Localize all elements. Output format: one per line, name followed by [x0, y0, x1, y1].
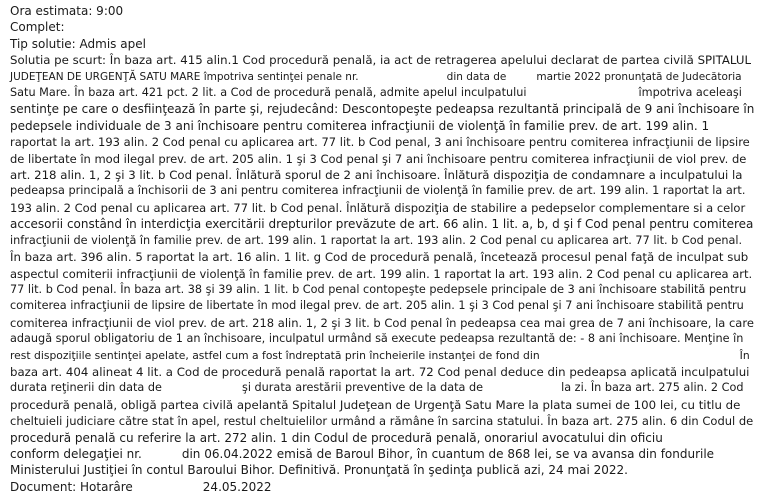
solution-line: Solutia pe scurt: În baza art. 415 alin.1 Cod procedură penală, ia act de retragerea apelului declarat de partea civilă SPITALUL	[10, 53, 752, 68]
solution-text: şi durata arestării preventive de la data de	[241, 381, 484, 395]
solution-text: În	[739, 348, 750, 362]
solution-text: rest dispoziţiile sentinţei apelate, astfel cum a fost îndreptată prin încheierile instanţei de fond din	[10, 348, 540, 362]
solution-text: din data de	[446, 70, 507, 83]
solution-line: pedeapsa principală a închisorii de 3 ani pentru comiterea infracţiunii de violenţă în familie prev. de art. 199 alin. 1 raportat la art.	[10, 184, 746, 198]
document-type: Document: Hotarâre	[10, 479, 133, 494]
solution-text: durata reţinerii din data de	[10, 381, 162, 395]
solution-line: de libertate în mod ilegal prev. de art. 205 alin. 1 şi 3 Cod penal şi 7 ani închisoare pentru comiterea infracţiunii de viol prev. de	[10, 151, 747, 166]
solution-line: comiterea infracţiunii de lipsire de libertate în mod ilegal prev. de art. 205 alin. 1 şi 3 Cod penal şi 7 ani închisoare stabilită pentru	[10, 299, 744, 313]
solution-line: procedură penală, obligă partea civilă apelantă Spitalul Judeţean de Urgenţă Satu Mare la plata sumei de 100 lei, cu titlu de	[10, 397, 741, 412]
solution-line	[10, 380, 755, 396]
solution-line	[10, 446, 755, 462]
solution-line: raportat la art. 193 alin. 2 Cod penal cu aplicarea art. 77 lit. b Cod penal, 3 ani închisoare pentru comiterea infracţiunii de lipsire	[10, 135, 750, 150]
panel-composition: Complet:	[10, 20, 65, 35]
case-solution-document	[10, 3, 755, 495]
solution-line: adaugă sporul obligatoriu de 1 an închisoare, inculpatul urmând să execute pedeapsa rezultantă de: - 8 ani închisoare. Menţine în	[10, 332, 744, 346]
solution-line	[10, 348, 755, 364]
solution-line	[10, 69, 755, 85]
solution-line: Ministerului Justiţiei în contul Baroului Bihor. Definitivă. Pronunţată în şedinţa publică azi, 24 mai 2022.	[10, 463, 628, 478]
solution-summary	[10, 52, 755, 479]
solution-line: 193 alin. 2 Cod penal cu aplicarea art. 77 lit. b Cod penal. Înlătură dispoziţia de stabilire a pedepselor complementare si a celor	[10, 200, 746, 215]
solution-line: comiterea infracţiunii de viol prev. de art. 218 alin. 1, 2 şi 3 lit. b Cod penal în pedeapsa cea mai grea de 7 ani închisoare, la care	[10, 315, 754, 330]
solution-line: În baza art. 396 alin. 5 raportat la art. 16 alin. 1 lit. g Cod de procedură penală, încetează procesul penal faţă de inculpat sub	[10, 250, 749, 265]
solution-line: infracţiunii de violenţă în familie prev. de art. 199 alin. 1 raportat la art. 193 alin. 2 Cod penal cu aplicarea art. 77 lit. b Cod penal.	[10, 233, 743, 247]
solution-text: din 06.04.2022 emisă de Baroul Bihor, în cuantum de 868 lei, se va avansa din fondurile	[181, 446, 715, 461]
solution-text: conform delegaţiei nr.	[10, 446, 142, 461]
solution-line: pedepsele individuale de 3 ani închisoare pentru comiterea infracţiunii de violenţă în familie prev. de art. 199 alin. 1	[10, 118, 710, 133]
solution-text: împotriva aceleaşi	[638, 86, 742, 100]
solution-line: accesorii constând în interdicţia exercitării drepturilor prevăzute de art. 66 alin. 1 lit. a, b, d şi f Cod penal pentru comiterea	[10, 217, 754, 232]
solution-line: cheltuieli judiciare către stat în apel, restul cheltuielilor urmând a rămâne în sarcina statului. În baza art. 275 alin. 6 din Codul de	[10, 414, 754, 429]
document-date: 24.05.2022	[202, 479, 272, 494]
solution-text: martie 2022 pronunţată de Judecătoria	[536, 70, 742, 83]
estimated-time: Ora estimata: 9:00	[10, 4, 124, 18]
solution-line: procedură penală cu referire la art. 272 alin. 1 din Codul de procedură penală, onorariul avocatului din oficiu	[10, 430, 663, 445]
solution-line: aspectul comiterii infracţiunii de violenţă în familie prev. de art. 199 alin. 1 raportat la art. 193 alin. 2 Cod penal cu aplicarea art.	[10, 266, 753, 281]
solution-text: Satu Mare. În baza art. 421 pct. 2 lit. a Cod de procedură penală, admite apelul inculpatului	[10, 86, 527, 100]
solution-type: Tip solutie: Admis apel	[10, 36, 146, 51]
solution-line: art. 218 alin. 1, 2 şi 3 lit. b Cod penal. Înlătură sporul de 2 ani închisoare. Înlătură dispoziţia de condamnare a inculpatului la	[10, 168, 743, 183]
solution-text: la zi. În baza art. 275 alin. 2 Cod	[561, 381, 744, 395]
solution-line: 77 lit. b Cod penal. În baza art. 38 şi 39 alin. 1 lit. b Cod penal contopeşte pedepsele principale de 3 ani închisoare stabilită pentru	[10, 282, 747, 296]
solution-text: JUDEŢEAN DE URGENŢĂ SATU MARE împotriva sentinţei penale nr.	[10, 70, 359, 83]
solution-line	[10, 85, 755, 101]
solution-line: baza art. 404 alineat 4 lit. a Cod de procedură penală raportat la art. 72 Cod penal deduce din pedeapsa aplicată inculpatului	[10, 364, 750, 379]
solution-line: sentinţe pe care o desfiinţează în parte şi, rejudecând: Descontopeşte pedeapsa rezultantă principală de 9 ani închisoare în	[10, 102, 755, 117]
